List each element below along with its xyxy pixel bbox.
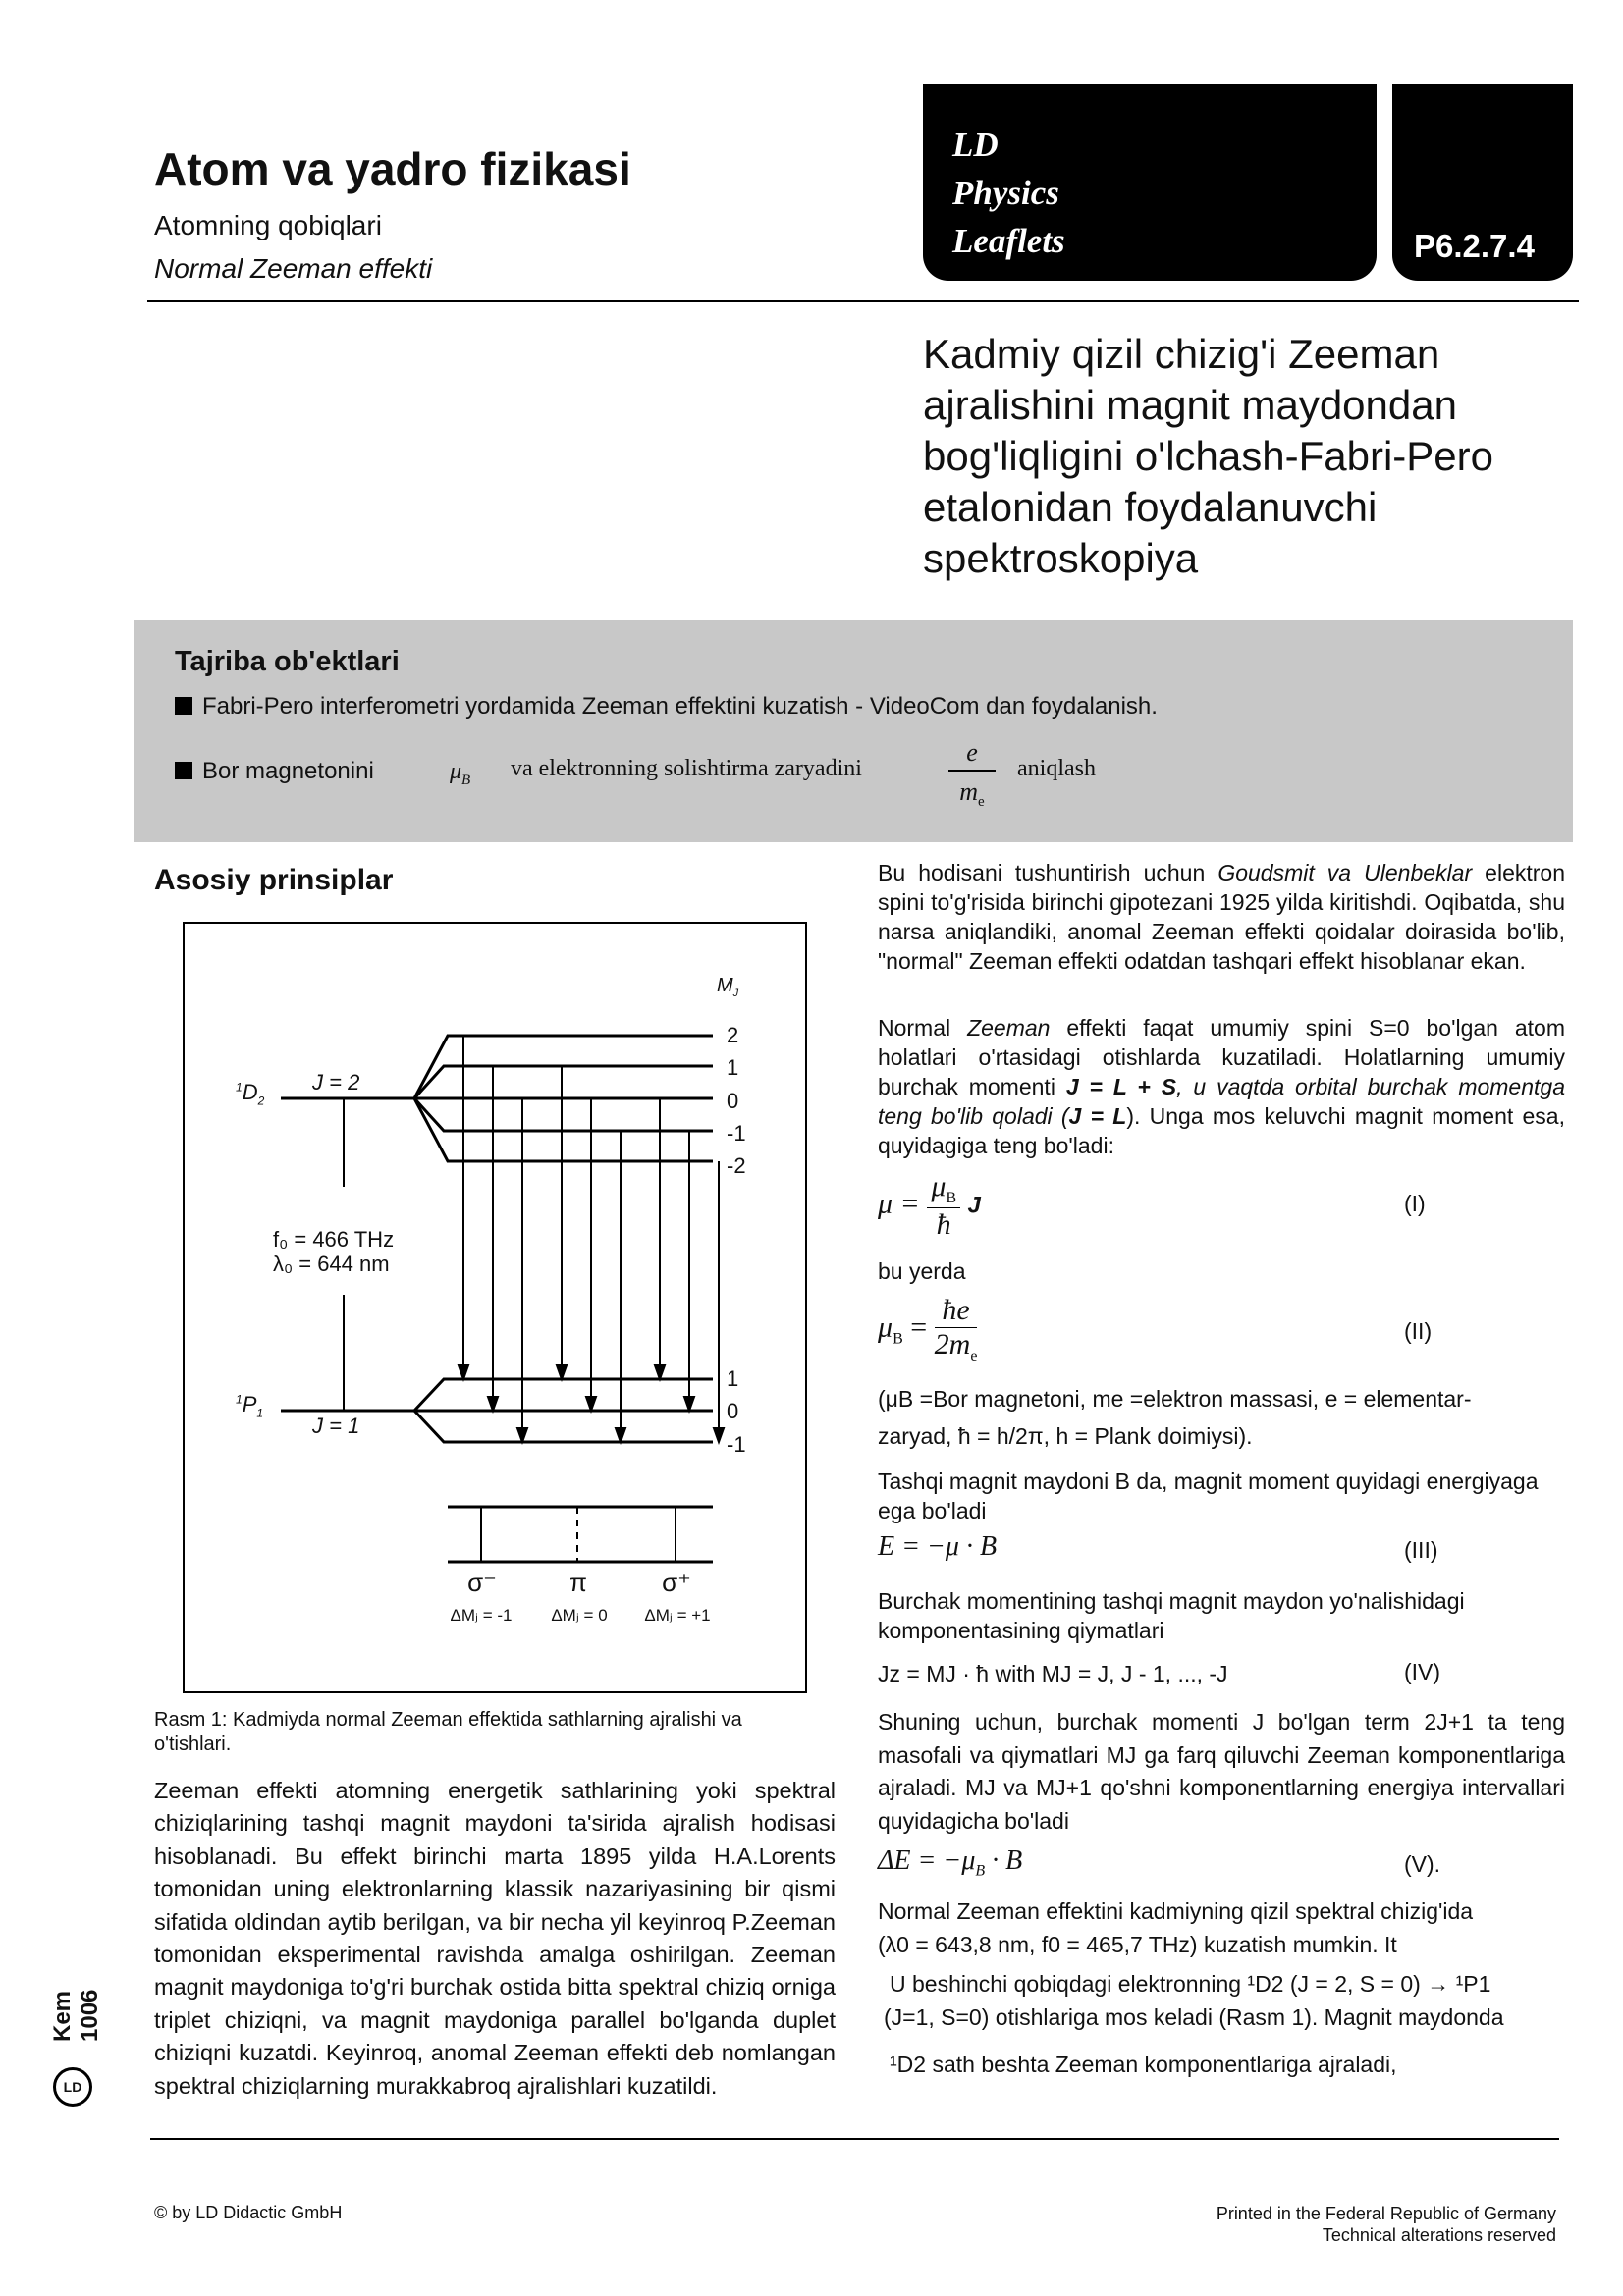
equation-number-5: (V). [1404,1851,1441,1877]
level-mj-2: 2 [727,1023,739,1047]
level-mj-0: 0 [727,1399,739,1424]
cadmium-line-4: (J=1, S=0) otishlariga mos keladi (Rasm 1). Magnit maydonda [884,2004,1504,2030]
equation-number-1: (I) [1404,1191,1426,1216]
equation-angular-component: Jz = MJ · ħ with MJ = J, J - 1, ..., -J [878,1661,1228,1686]
equation-number-3: (III) [1404,1537,1438,1563]
arrow-head [517,1428,527,1442]
history-paragraph: Bu hodisani tushuntirish uchun Goudsmit va Ulenbeklar elektron spini to'g'risida birinchi gipotezani 1925 yilda kiritishdi. Oqibatda, shu narsa aniqlandiki, anomal Zeeman effekti qoidalar doirasida bo'lib, "normal" Zeeman effekti odatdan tashqari effekt hisoblanar ekan. [878,860,1565,974]
equation-magnetic-moment: μ = $\frac{\mu_B}{ħ}$ J [878,1170,981,1241]
symbol-definitions [878,1380,1565,1455]
printing-note-line-1: Printed in the Federal Republic of Germany [1216,2204,1556,2223]
pi-symbol: π [569,1568,587,1597]
symbol-definitions-line-2: zaryad, ħ = h/2π, h = Plank doimiysi). [878,1423,1253,1449]
objective-item-1: Fabri-Pero interferometri yordamida Zeeman effektini kuzatish - VideoCom dan foydalanish. [175,693,1158,721]
topic-title: Normal Zeeman effekti [154,253,433,284]
equation-number-2: (II) [1404,1318,1433,1344]
delta-mj-plus-label: ΔMⱼ = +1 [644,1606,711,1625]
arrow-head [557,1365,567,1379]
figure-caption: Rasm 1: Kadmiyda normal Zeeman effektida sathlarning ajralishi va o'tishlari. [154,1709,742,1755]
where-label: bu yerda [878,1258,966,1284]
lower-j-label: J = 1 [312,1414,360,1438]
upper-state-label: $^1D_2$ [236,1080,265,1108]
equation-number-4: (IV) [1404,1659,1441,1684]
bullet-icon [175,762,192,779]
brand-line-2: Physics [952,174,1059,212]
cadmium-line-3: U beshinchi qobiqdagi elektronning ¹D2 (J = 2, S = 0) → ¹P1 [890,1971,1491,1997]
brand-line-3: Leaflets [952,222,1065,260]
frequency-value: f₀ = 466 THz [273,1227,395,1252]
cadmium-line-1: Normal Zeeman effektini kadmiyning qizil spektral chizig'ida [878,1898,1474,1924]
arrow-head [684,1397,694,1411]
sigma-plus-symbol: σ⁺ [662,1568,691,1597]
level-mj-minus-2: -2 [727,1153,746,1179]
arrow-head [488,1397,498,1411]
section-title: Atom va yadro fizikasi [154,143,631,194]
brand-line-1: LD [952,126,999,164]
upper-j-label: J = 2 [312,1070,360,1095]
lower-level-labels [727,1362,746,1461]
objective-item-2: Bor magnetonini [175,758,374,785]
charge-symbol: e [966,738,978,767]
mj-axis-label: $M_J$ [717,975,739,999]
level-mj-minus-1: -1 [727,1120,746,1146]
lower-state-label: $^1P_1$ [236,1392,264,1420]
bohr-magneton-symbol: $\mu_B$ [450,759,471,788]
delta-mj-zero-label: ΔMⱼ = 0 [551,1606,608,1625]
document-code: Kem 1006 [49,1989,103,2042]
arrow-head [655,1365,665,1379]
arrow-head [714,1428,724,1442]
arrow-head [616,1428,625,1442]
objective-item-2-end: aniqlash [1017,756,1096,781]
printing-note-line-2: Technical alterations reserved [1322,2225,1556,2245]
bullet-icon [175,697,192,715]
arrow-head [586,1397,596,1411]
printing-note [982,2203,1556,2246]
level-mj-0: 0 [727,1088,739,1113]
experiment-title: Kadmiy qizil chizig'i Zeeman ajralishini magnit maydondan bog'liqligini o'lchash-Fabri-Pero etalonidan foydalanuvchi spektroskopiya [923,331,1493,581]
objective-item-2-mid: va elektronning solishtirma zaryadini [511,756,862,781]
level-mj-1: 1 [727,1366,739,1391]
leaflet-code: P6.2.7.4 [1414,228,1535,264]
cadmium-line-2: (λ0 = 643,8 nm, f0 = 465,7 THz) kuzatish mumkin. It [878,1932,1397,1957]
subsection-title: Atomning qobiqlari [154,210,382,240]
arrow-head [459,1365,468,1379]
equation-bohr-magneton: $\mu_B$ = $\frac{ħe}{2m_e}$ [878,1294,978,1364]
energy-paragraph: Tashqi magnit maydoni B da, magnit moment quyidagi energiyaga ega bo'ladi [878,1468,1539,1523]
frequency-wavelength-label [273,1227,394,1276]
cadmium-paragraph [878,1895,1565,2081]
normal-zeeman-paragraph: Normal Zeeman effekti faqat umumiy spini S=0 bo'lgan atom holatlari o'rtasidagi otishlarda kuzatiladi. Holatlarning umumiy burchak momenti J = L + S, u vaqtda orbital burchak momentga teng bo'lib qoladi (J = L). Unga mos keluvchi magnit moment esa, quyidagiga teng bo'ladi: [878,1015,1566,1158]
copyright: © by LD Didactic GmbH [154,2203,343,2222]
objectives-heading: Tajriba ob'ektlari [175,646,400,677]
level-mj-minus-1: -1 [727,1431,746,1457]
sigma-minus-symbol: σ⁻ [467,1568,497,1597]
delta-mj-minus-label: ΔMⱼ = -1 [450,1606,513,1625]
component-paragraph: Burchak momentining tashqi magnit maydon yo'nalishidagi komponentasining qiymatlari [878,1588,1465,1643]
principles-heading: Asosiy prinsiplar [154,864,394,896]
ld-logo-icon: LD [53,2067,92,2107]
fraction-bar [948,770,996,772]
upper-level-labels [727,1019,746,1182]
symbol-definitions-line-1: (μB =Bor magnetoni, me =elektron massasi, e = elementar- [878,1386,1472,1412]
cadmium-line-5: ¹D2 sath beshta Zeeman komponentlariga ajraladi, [890,2052,1397,2077]
header-divider [147,300,1579,302]
footer-divider [150,2138,1559,2140]
level-mj-1: 1 [727,1055,739,1081]
equation-energy: E = −μ · B [878,1531,998,1562]
equation-energy-interval: $\Delta E = -\mu_B \cdot B$ [878,1845,1023,1880]
mass-symbol: $m_e$ [959,777,985,811]
intro-paragraph: Zeeman effekti atomning energetik sathlarining yoki spektral chiziqlarining tashqi magnit maydoni ta'sirida ajralish hodisasi hisoblanadi. Bu effekt birinchi marta 1895 yilda H.A.Lorents tomonidan uning elektronlarning klassik nazariyasining bir qismi sifatida oldindan aytib berilgan, va bir necha yil keyinroq P.Zeeman tomonidan eksperimental ravishda amalga oshirilgan. Zeeman magnit maydoniga to'g'ri burchak ostida bitta spektral chiziq orniga triplet chiziqni, va magnit maydoniga parallel bo'lganda duplet chiziqni kuzatdi. Keyinroq, anomal Zeeman effekti deb nomlangan spektral chiziqlarning murakkabroq ajralishlari kuzatildi. [154,1778,836,2099]
wavelength-value: λ₀ = 644 nm [273,1252,390,1276]
splitting-paragraph: Shuning uchun, burchak momenti J bo'lgan term 2J+1 ta teng masofali va qiymatlari MJ ga farq qiluvchi Zeeman komponentlariga ajraladi. MJ va MJ+1 qo'shni komponentlarning energiya intervallari quyidagicha bo'ladi [878,1709,1565,1834]
